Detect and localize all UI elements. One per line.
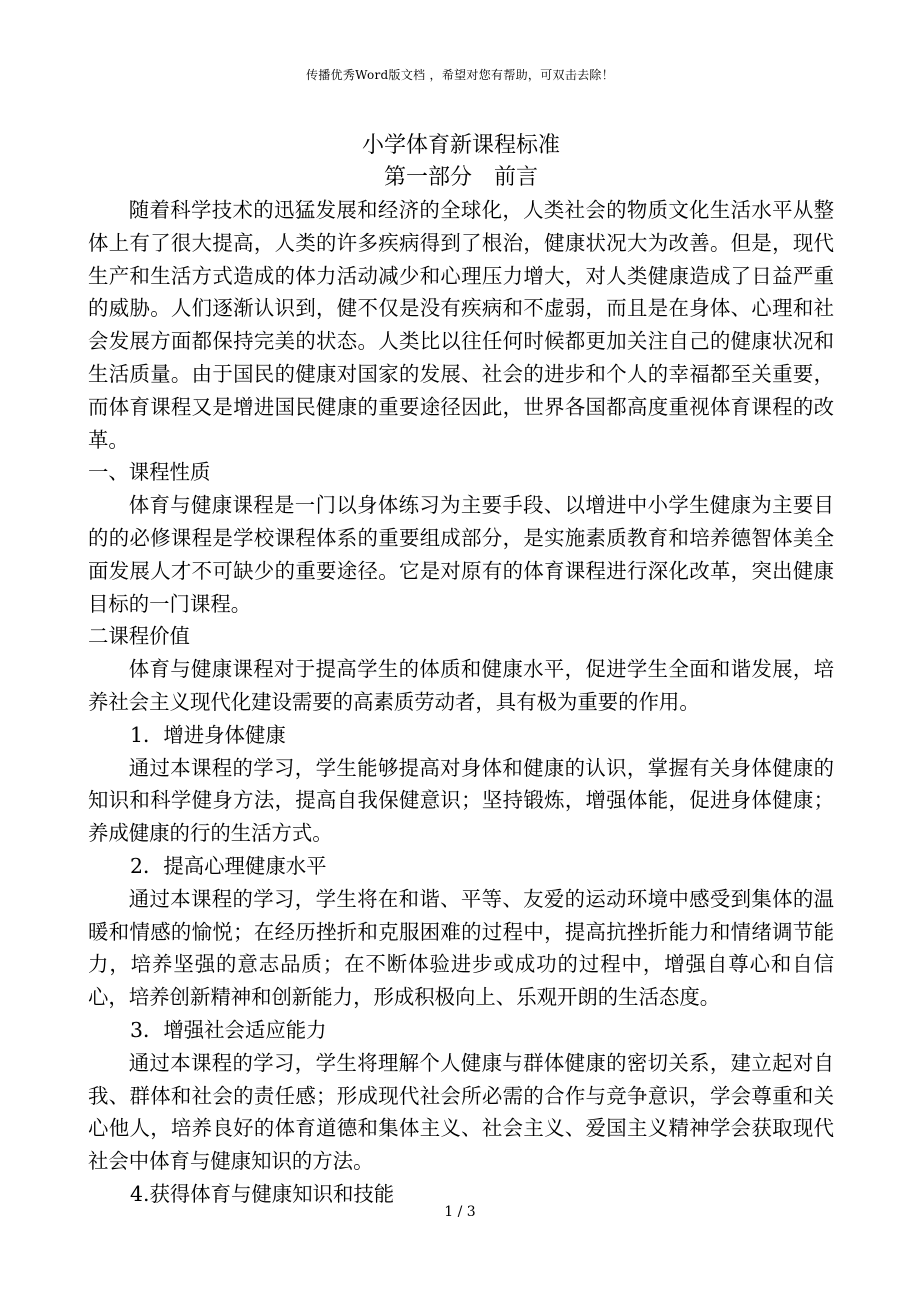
section-heading-value: 二课程价值 [88,624,190,649]
page-indicator: 1 / 3 [444,1204,476,1220]
item-text-mental-health: 通过本课程的学习，学生将在和谐、平等、友爱的运动环境中感受到集体的温暖和情感的愉悦；在经历挫折和克服困难的过程中，提高抗挫折能力和情绪调节能力，培养坚强的意志品质；在不断体验进步或成功的过程中，增强自尊心和自信心，培养创新精神和创新能力，形成积极向上、乐观开朗的生活态度。 [88,886,834,1010]
section-text-nature: 体育与健康课程是一门以身体练习为主要手段、以增进中小学生健康为主要目的的必修课程是学校课程体系的重要组成部分，是实施素质教育和培养德智体美全面发展人才不可缺少的重要途径。它是对原有的体育课程进行深化改革，突出健康目标的一门课程。 [88,493,834,616]
intro-paragraph: 随着科学技术的迅猛发展和经济的全球化，人类社会的物质文化生活水平从整体上有了很大提高，人类的许多疾病得到了根治，健康状况大为改善。但是，现代生产和生活方式造成的体力活动减少和心理压力增大，对人类健康造成了日益严重的威胁。人们逐渐认识到，健不仅是没有疾病和不虚弱，而且是在身体、心理和社会发展方面都保持完美的状态。人类比以往任何时候都更加关注自己的健康状况和生活质量。由于国民的健康对国家的发展、社会的进步和个人的幸福都至关重要，而体育课程又是增进国民健康的重要途径因此，世界各国都高度重视体育课程的改革。 [88,198,834,452]
document-body [88,130,834,1211]
item-heading-knowledge-skills: 4.获得体育与健康知识和技能 [130,1181,395,1206]
part-heading [88,162,834,194]
item-heading-social-adaptation: 3．增强社会适应能力 [130,1017,327,1042]
part-label: 第一部分 [383,165,472,190]
item-heading-mental-health: 2．提高心理健康水平 [130,853,327,878]
item-text-physical-health: 通过本课程的学习，学生能够提高对身体和健康的认识，掌握有关身体健康的知识和科学健身方法，提高自我保健意识；坚持锻炼，增强体能，促进身体健康；养成健康的行的生活方式。 [88,755,834,846]
document-title: 小学体育新课程标准 [361,133,560,158]
item-heading-physical-health: 1．增进身体健康 [130,722,286,747]
item-text-social-adaptation: 通过本课程的学习，学生将理解个人健康与群体健康的密切关系，建立起对自我、群体和社会的责任感；形成现代社会所必需的合作与竞争意识，学会尊重和关心他人，培养良好的体育道德和集体主义、社会主义、爱国主义精神学会获取现代社会中体育与健康知识的方法。 [88,1050,834,1174]
header-note: 传播优秀Word版文档 ，希望对您有帮助，可双击去除！ [305,68,615,82]
section-heading-nature: 一、课程性质 [88,460,211,485]
section-text-value: 体育与健康课程对于提高学生的体质和健康水平，促进学生全面和谐发展，培养社会主义现代化建设需要的高素质劳动者，具有极为重要的作用。 [88,657,834,714]
part-name: 前言 [494,165,539,190]
